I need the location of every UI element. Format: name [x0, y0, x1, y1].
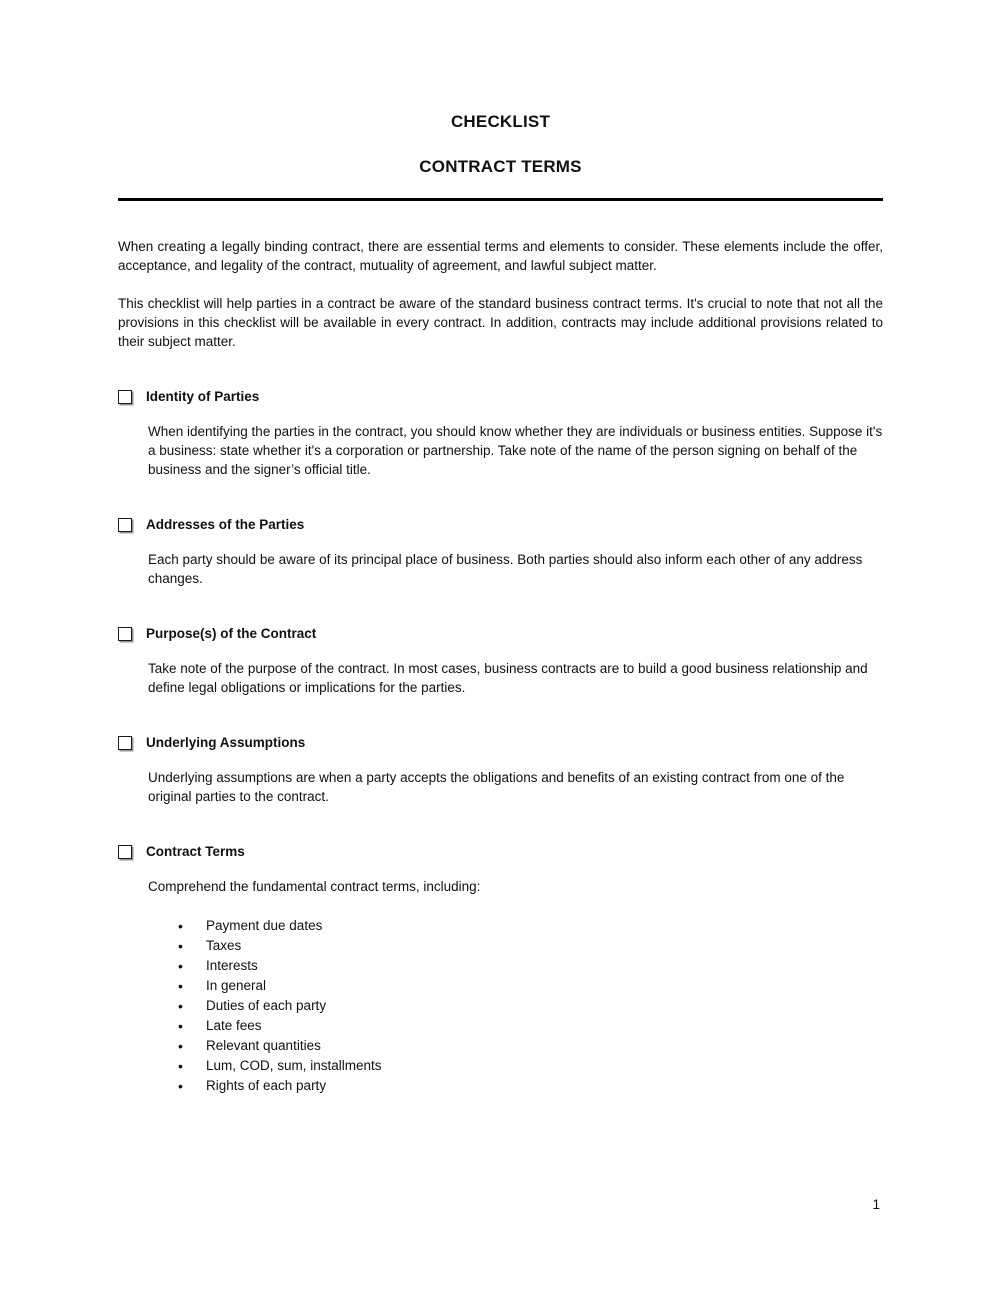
intro-paragraph-1: When creating a legally binding contract, there are essential terms and elements to consider. These elements include the offer, acceptance, and legality of the contract, mutuality of agreement, and lawful subject matter.	[118, 239, 883, 273]
section-contract-terms	[118, 844, 883, 1096]
list-item	[178, 976, 883, 996]
bullet-text: Payment due dates	[206, 918, 323, 933]
bullet-text: In general	[206, 978, 267, 993]
checkbox-icon	[118, 627, 132, 641]
list-item	[178, 916, 883, 936]
checkbox-icon	[118, 845, 132, 859]
document-title: CHECKLIST	[450, 112, 551, 131]
intro-paragraph-2: This checklist will help parties in a contract be aware of the standard business contract terms. It's crucial to note that not all the provisions in this checklist will be available in every contract. In addition, contracts may include additional provisions related to their subject matter.	[118, 296, 883, 349]
title-divider	[118, 198, 883, 201]
list-item	[178, 936, 883, 956]
checkbox-icon	[118, 390, 132, 404]
contract-terms-bullet-list	[178, 916, 883, 1096]
bullet-text: Rights of each party	[206, 1078, 327, 1093]
section-addresses-of-parties	[118, 517, 883, 588]
section-body: Each party should be aware of its principal place of business. Both parties should also inform each other of any address changes.	[148, 552, 863, 586]
list-item	[178, 1016, 883, 1036]
section-heading-row	[118, 389, 883, 404]
section-heading: Purpose(s) of the Contract	[146, 626, 317, 641]
page-number: 1	[872, 1197, 880, 1212]
bullet-text: Taxes	[206, 938, 242, 953]
bullet-text: Duties of each party	[206, 998, 327, 1013]
list-item	[178, 1076, 883, 1096]
list-item	[178, 996, 883, 1016]
section-underlying-assumptions	[118, 735, 883, 806]
section-heading: Contract Terms	[146, 844, 245, 859]
section-heading-row	[118, 517, 883, 532]
list-item	[178, 1056, 883, 1076]
section-body: Underlying assumptions are when a party accepts the obligations and benefits of an existing contract from one of the original parties to the contract.	[148, 770, 845, 804]
checkbox-icon	[118, 736, 132, 750]
section-body: When identifying the parties in the contract, you should know whether they are individuals or business entities. Suppose it's a business: state whether it's a corporation or partnership. Take note of the name of the person signing on behalf of the business and the signer’s official title.	[148, 424, 883, 477]
section-heading-row	[118, 626, 883, 641]
section-identity-of-parties	[118, 389, 883, 479]
section-body: Comprehend the fundamental contract terms, including:	[148, 879, 481, 894]
section-heading: Identity of Parties	[146, 389, 260, 404]
list-item	[178, 956, 883, 976]
bullet-text: Late fees	[206, 1018, 262, 1033]
bullet-text: Interests	[206, 958, 258, 973]
bullet-text: Relevant quantities	[206, 1038, 321, 1053]
document-subtitle: CONTRACT TERMS	[419, 157, 582, 176]
list-item	[178, 1036, 883, 1056]
checkbox-icon	[118, 518, 132, 532]
section-heading: Underlying Assumptions	[146, 735, 306, 750]
section-body: Take note of the purpose of the contract. In most cases, business contracts are to build a good business relationship and define legal obligations or implications for the parties.	[148, 661, 868, 695]
bullet-text: Lum, COD, sum, installments	[206, 1058, 382, 1073]
section-heading-row	[118, 844, 883, 859]
section-heading: Addresses of the Parties	[146, 517, 305, 532]
section-heading-row	[118, 735, 883, 750]
section-purpose-of-contract	[118, 626, 883, 697]
